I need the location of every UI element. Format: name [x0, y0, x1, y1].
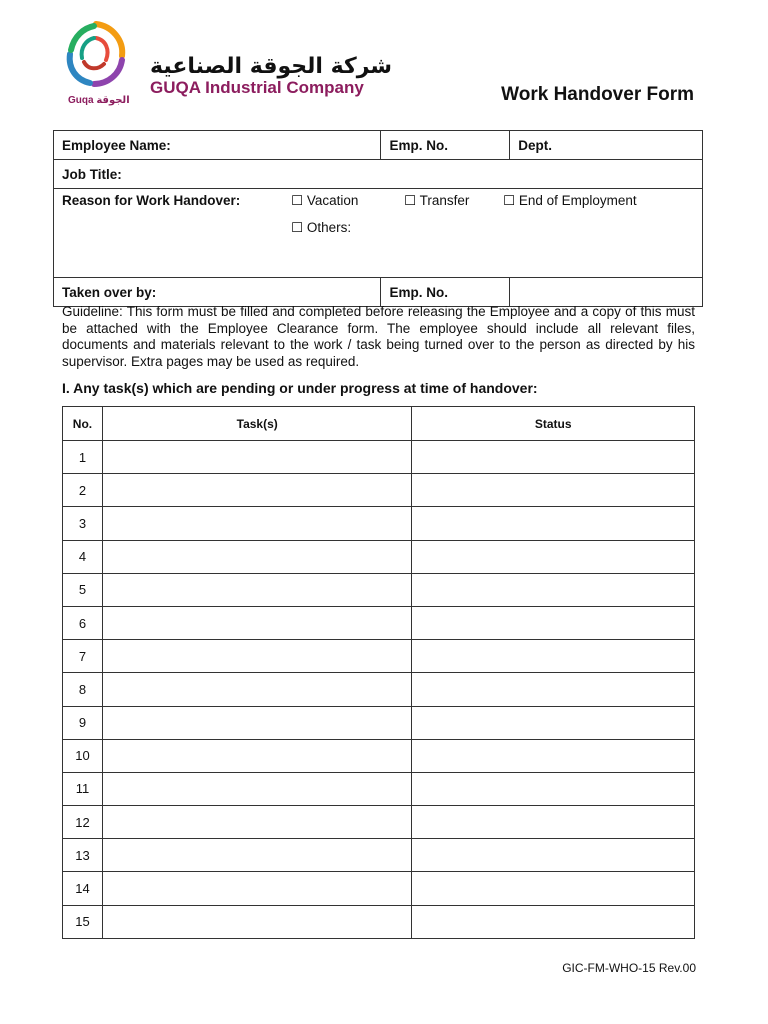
row-number: 12: [63, 806, 103, 839]
task-cell[interactable]: [102, 872, 411, 905]
task-cell[interactable]: [102, 806, 411, 839]
task-cell[interactable]: [102, 640, 411, 673]
task-cell[interactable]: [102, 540, 411, 573]
status-cell[interactable]: [412, 640, 695, 673]
info-row-taken-over: [54, 278, 703, 307]
table-row: [63, 640, 695, 673]
reason-group: [54, 189, 702, 277]
table-row: [63, 540, 695, 573]
table-row: [63, 806, 695, 839]
emp-no-2-field[interactable]: Emp. No.: [381, 278, 510, 307]
status-cell[interactable]: [412, 872, 695, 905]
status-cell[interactable]: [412, 839, 695, 872]
status-cell[interactable]: [412, 474, 695, 507]
header-status: Status: [412, 407, 695, 441]
footer-code: GIC-FM-WHO-15 Rev.00: [562, 961, 696, 975]
status-cell[interactable]: [412, 573, 695, 606]
table-row: [63, 507, 695, 540]
end-of-employment-checkbox[interactable]: ☐ End of Employment: [503, 193, 637, 208]
row-number: 4: [63, 540, 103, 573]
employee-info-table: [53, 130, 703, 307]
row-number: 9: [63, 706, 103, 739]
task-cell[interactable]: [102, 905, 411, 938]
info-row-job-title: [54, 160, 703, 189]
table-row: [63, 673, 695, 706]
company-logo-icon: [64, 20, 128, 94]
task-cell[interactable]: [102, 706, 411, 739]
vacation-checkbox[interactable]: ☐ Vacation: [291, 193, 359, 208]
table-row: [63, 772, 695, 805]
company-name-arabic: شركة الجوقة الصناعية: [150, 54, 393, 79]
task-cell[interactable]: [102, 739, 411, 772]
header-tasks: Task(s): [102, 407, 411, 441]
table-row: [63, 739, 695, 772]
task-cell[interactable]: [102, 606, 411, 639]
table-row: [63, 441, 695, 474]
reason-cell: [54, 189, 703, 278]
task-cell[interactable]: [102, 441, 411, 474]
status-cell[interactable]: [412, 540, 695, 573]
row-number: 7: [63, 640, 103, 673]
task-cell[interactable]: [102, 573, 411, 606]
status-cell[interactable]: [412, 441, 695, 474]
row-number: 6: [63, 606, 103, 639]
status-cell[interactable]: [412, 673, 695, 706]
logo-small-text: [68, 95, 130, 106]
form-title: Work Handover Form: [501, 84, 694, 105]
row-number: 2: [63, 474, 103, 507]
row-number: 14: [63, 872, 103, 905]
status-cell[interactable]: [412, 772, 695, 805]
task-cell[interactable]: [102, 673, 411, 706]
logo-small-ar: الجوقة: [96, 95, 130, 106]
task-cell[interactable]: [102, 772, 411, 805]
table-row: [63, 839, 695, 872]
row-number: 13: [63, 839, 103, 872]
guideline-text: Guideline: This form must be filled and completed before releasing the Employee and a copy of this must be attached with the Employee Clearance form. The employee should include all relevant files, documents and materials relevant to the work / task being turned over to the person as directed by his supervisor. Extra pages may be used as required.: [62, 304, 695, 369]
reason-label: Reason for Work Handover:: [62, 193, 241, 208]
company-name-english: GUQA Industrial Company: [150, 78, 364, 97]
info-row-employee: [54, 131, 703, 160]
row-number: 15: [63, 905, 103, 938]
table-row: [63, 573, 695, 606]
task-cell[interactable]: [102, 507, 411, 540]
blank-field[interactable]: [510, 278, 703, 307]
job-title-field[interactable]: Job Title:: [54, 160, 703, 189]
row-number: 11: [63, 772, 103, 805]
task-cell[interactable]: [102, 839, 411, 872]
status-cell[interactable]: [412, 739, 695, 772]
header-no: No.: [63, 407, 103, 441]
table-row: [63, 706, 695, 739]
tasks-table: [62, 406, 695, 939]
tasks-body: [63, 441, 695, 939]
tasks-header-row: [63, 407, 695, 441]
taken-over-by-field[interactable]: Taken over by:: [54, 278, 381, 307]
table-row: [63, 905, 695, 938]
table-row: [63, 872, 695, 905]
row-number: 5: [63, 573, 103, 606]
others-checkbox[interactable]: ☐ Others:: [291, 220, 352, 235]
status-cell[interactable]: [412, 706, 695, 739]
status-cell[interactable]: [412, 806, 695, 839]
section-heading: I. Any task(s) which are pending or under progress at time of handover:: [62, 380, 538, 396]
status-cell[interactable]: [412, 606, 695, 639]
logo-small-en: Guqa: [68, 95, 94, 106]
emp-no-field[interactable]: Emp. No.: [381, 131, 510, 160]
status-cell[interactable]: [412, 507, 695, 540]
dept-field[interactable]: Dept.: [510, 131, 703, 160]
row-number: 8: [63, 673, 103, 706]
table-row: [63, 474, 695, 507]
transfer-checkbox[interactable]: ☐ Transfer: [404, 193, 470, 208]
row-number: 10: [63, 739, 103, 772]
info-row-reason: [54, 189, 703, 278]
status-cell[interactable]: [412, 905, 695, 938]
table-row: [63, 606, 695, 639]
task-cell[interactable]: [102, 474, 411, 507]
row-number: 3: [63, 507, 103, 540]
employee-name-field[interactable]: Employee Name:: [54, 131, 381, 160]
row-number: 1: [63, 441, 103, 474]
